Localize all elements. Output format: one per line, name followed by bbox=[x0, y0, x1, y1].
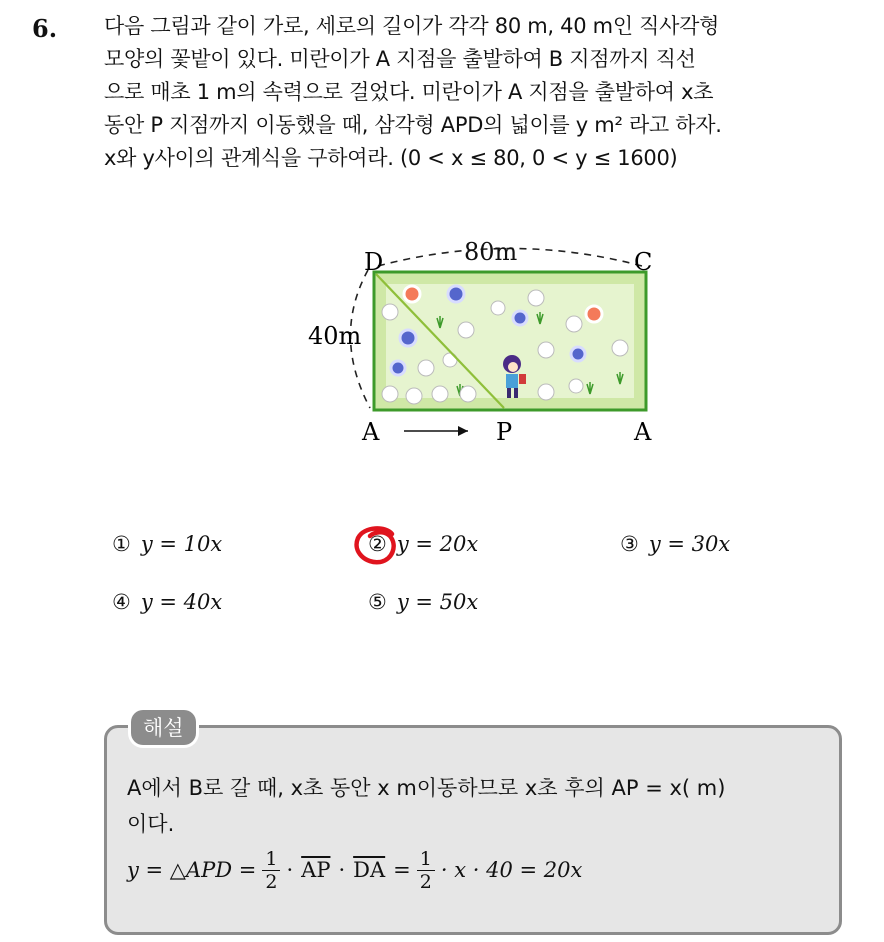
answer-circle-mark-icon bbox=[352, 524, 400, 568]
question-line: 모양의 꽃밭이 있다. 미란이가 A 지점을 출발하여 B 지점까지 직선 bbox=[104, 47, 696, 71]
solution-equation bbox=[127, 840, 582, 900]
figure-svg bbox=[290, 236, 680, 456]
arrow-head-icon bbox=[458, 426, 468, 436]
question-line: 동안 P 지점까지 이동했을 때, 삼각형 APD의 넓이를 y m² 라고 하자. bbox=[104, 113, 722, 137]
question-line: 다음 그림과 같이 가로, 세로의 길이가 각각 80 m, 40 m인 직사각형 bbox=[104, 14, 720, 38]
segment-DA: $\overline{DA}$ bbox=[353, 858, 386, 882]
question-line: 으로 매초 1 m의 속력으로 걸었다. 미란이가 A 지점을 출발하여 x초 bbox=[104, 80, 714, 104]
eq-tail: · x · 40 = 20x bbox=[440, 858, 583, 882]
choice-number: ⑤ bbox=[368, 590, 387, 614]
choice-number: ② bbox=[368, 532, 387, 556]
choice-equation: y = 50x bbox=[396, 590, 479, 614]
fraction-numerator: 1 bbox=[262, 848, 280, 871]
top-length-label: 80m bbox=[464, 238, 518, 266]
choice-number: ④ bbox=[112, 590, 131, 614]
choice-number: ③ bbox=[620, 532, 639, 556]
flower-field-figure bbox=[290, 236, 680, 456]
fraction-half-2 bbox=[417, 848, 435, 893]
choice-equation: y = 40x bbox=[140, 590, 223, 614]
dot-operator: · bbox=[338, 858, 346, 882]
choice-equation: y = 20x bbox=[396, 532, 479, 556]
label-C: C bbox=[634, 248, 653, 276]
label-A-left: A bbox=[362, 418, 380, 446]
side-length-label: 40m bbox=[308, 322, 362, 350]
label-A-right: A bbox=[634, 418, 652, 446]
solution-line-1: A에서 B로 갈 때, x초 동안 x m이동하므로 x초 후의 AP = x( m) bbox=[127, 776, 726, 800]
choice-4[interactable] bbox=[112, 590, 222, 614]
choice-5[interactable] bbox=[368, 590, 478, 614]
dot-operator: · bbox=[286, 858, 294, 882]
eq-lhs: y = △APD = bbox=[127, 858, 257, 882]
choice-3[interactable] bbox=[620, 532, 730, 556]
choice-equation: y = 10x bbox=[140, 532, 223, 556]
answer-choices bbox=[112, 532, 832, 642]
fraction-numerator: 1 bbox=[417, 848, 435, 871]
solution-line-2: 이다. bbox=[127, 812, 175, 836]
solution-tag: 해설 bbox=[131, 710, 196, 745]
question-text bbox=[104, 10, 874, 175]
question-line: x와 y사이의 관계식을 구하여라. (0 < x ≤ 80, 0 < y ≤ 1600) bbox=[104, 146, 678, 170]
fraction-denominator: 2 bbox=[265, 870, 278, 893]
label-D: D bbox=[364, 248, 384, 276]
choice-equation: y = 30x bbox=[648, 532, 731, 556]
choice-number: ① bbox=[112, 532, 131, 556]
equals-sign: = bbox=[393, 858, 411, 882]
fraction-denominator: 2 bbox=[419, 870, 432, 893]
segment-AP: $\overline{AP}$ bbox=[301, 858, 331, 882]
solution-box bbox=[104, 716, 842, 935]
question-number: 6. bbox=[32, 14, 58, 43]
choice-1[interactable] bbox=[112, 532, 222, 556]
label-P: P bbox=[496, 418, 513, 446]
fraction-half-1 bbox=[262, 848, 280, 893]
